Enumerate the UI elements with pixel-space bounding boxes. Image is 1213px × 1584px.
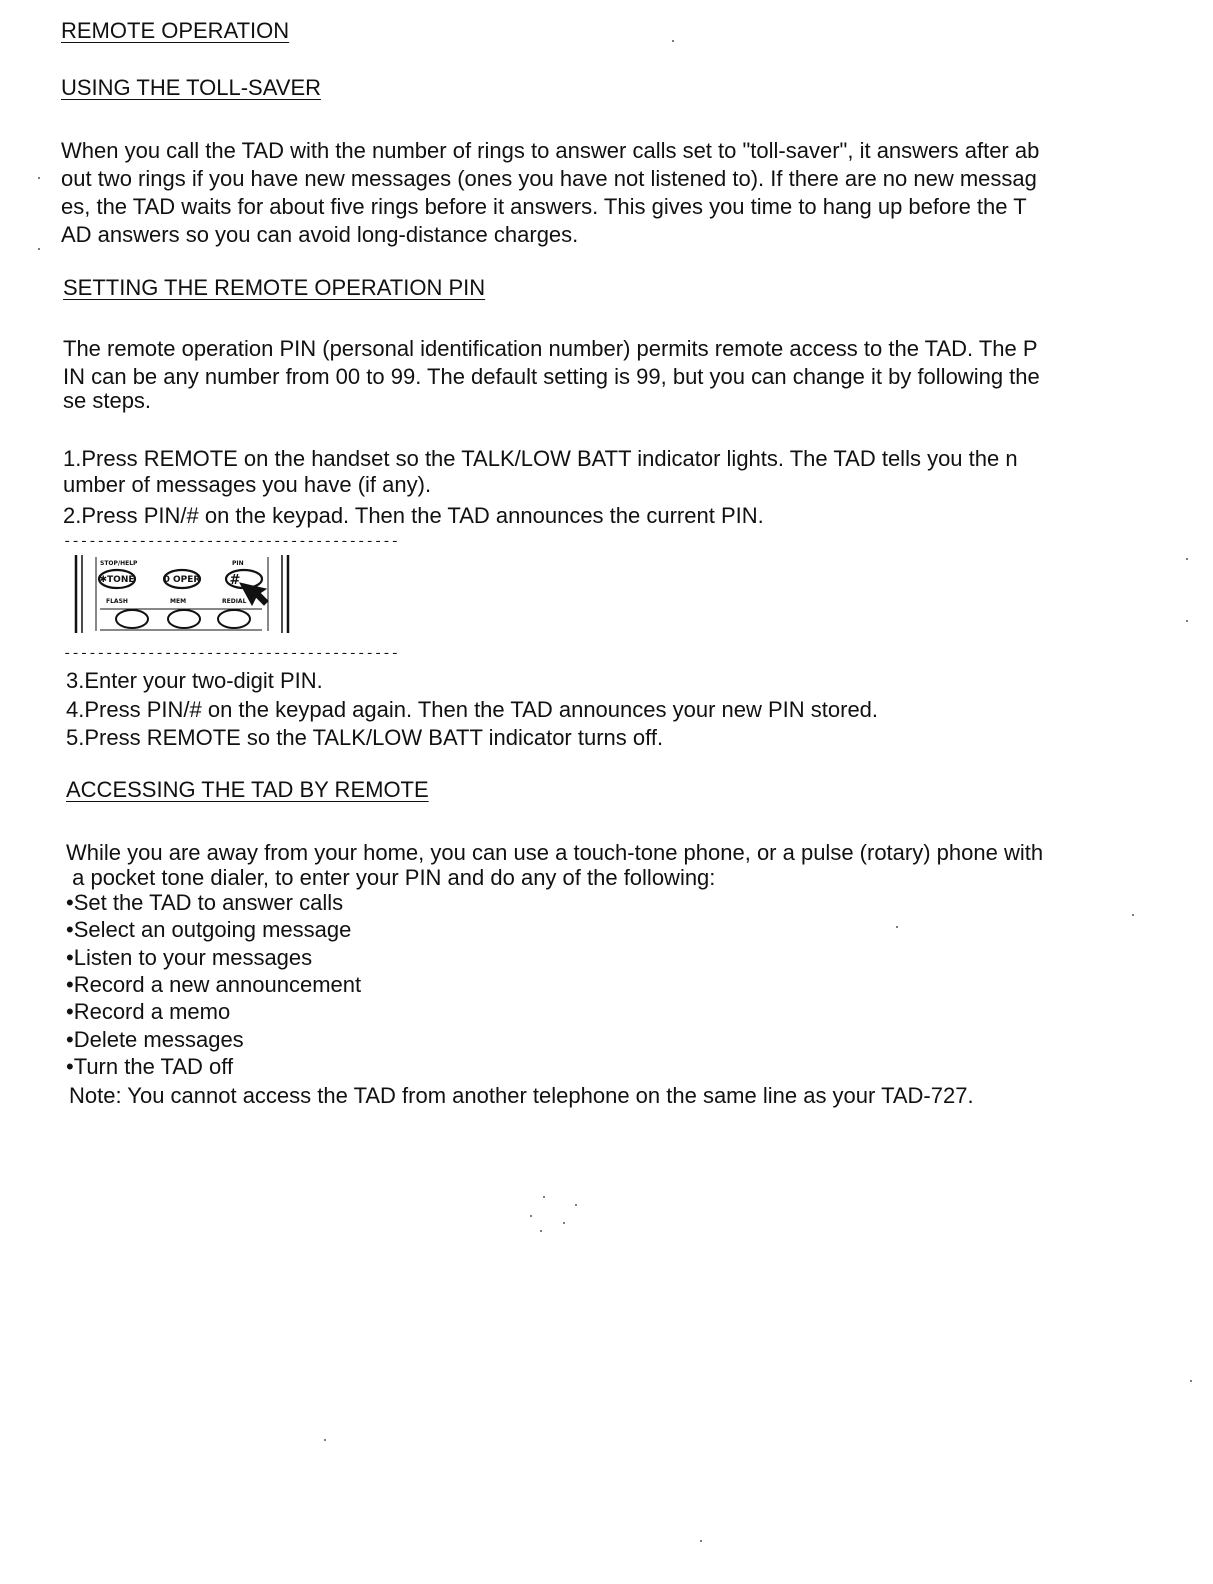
scan-speck [543,1196,545,1198]
pin-step-3: 3.Enter your two-digit PIN. [66,668,323,693]
pin-intro-line: se steps. [63,388,152,413]
pin-step-1: 1.Press REMOTE on the handset so the TALK/LOW BATT indicator lights. The TAD tells you the n [63,446,1018,471]
pin-step-1-cont: umber of messages you have (if any). [63,472,432,497]
scan-speck [672,40,674,42]
bullet-item: •Select an outgoing message [66,917,352,942]
toll-saver-line: When you call the TAD with the number of rings to answer calls set to "toll-saver", it answers after ab [61,138,1040,163]
scan-speck [1186,620,1188,622]
pin-intro-line: The remote operation PIN (personal identification number) permits remote access to the TAD. The P [63,336,1038,361]
bullet-item: •Delete messages [66,1027,244,1052]
scan-speck [1186,558,1188,560]
accessing-intro-line: a pocket tone dialer, to enter your PIN and do any of the following: [66,865,716,890]
keypad-oper-button: 0 OPER [163,575,201,585]
bullet-item: •Turn the TAD off [66,1054,234,1079]
scan-speck [700,1540,702,1542]
scan-speck [38,248,40,250]
keypad-tone-button: ✱TONE [99,575,135,585]
heading-toll-saver: USING THE TOLL-SAVER [61,75,322,100]
keypad-label-pin: PIN [232,560,244,567]
bullet-item: •Set the TAD to answer calls [66,890,344,915]
pin-step-5: 5.Press REMOTE so the TALK/LOW BATT indicator turns off. [66,725,664,750]
scan-speck [1132,914,1134,916]
keypad-label-stop: STOP/HELP [100,560,138,567]
scan-speck [530,1215,532,1217]
accessing-intro-line: While you are away from your home, you can use a touch-tone phone, or a pulse (rotary) phone with [66,840,1044,865]
toll-saver-line: out two rings if you have new messages (ones you have not listened to). If there are no new messag [61,166,1037,191]
scan-speck [38,177,40,179]
scan-speck [540,1230,542,1232]
heading-remote-operation: REMOTE OPERATION [61,18,290,43]
pin-step-4: 4.Press PIN/# on the keypad again. Then the TAD announces your new PIN stored. [66,697,879,722]
note-line: Note: You cannot access the TAD from another telephone on the same line as your TAD-727. [69,1083,974,1108]
keypad-pin-button: # [229,573,241,588]
scan-speck [896,926,898,928]
toll-saver-line: AD answers so you can avoid long-distance charges. [61,222,579,247]
divider-bottom: ---------------------------------------- [63,646,400,662]
bullet-item: •Record a memo [66,999,231,1024]
keypad-drawing [72,553,292,637]
bullet-item: •Listen to your messages [66,945,313,970]
pin-step-2: 2.Press PIN/# on the keypad. Then the TAD announces the current PIN. [63,503,764,528]
toll-saver-line: es, the TAD waits for about five rings before it answers. This gives you time to hang up before the T [61,194,1027,219]
keypad-illustration [72,553,292,637]
bullet-item: •Record a new announcement [66,972,362,997]
scan-speck [575,1204,577,1206]
scan-speck [563,1222,565,1224]
keypad-label-redial: REDIAL [222,598,247,605]
scan-speck [1190,1380,1192,1382]
keypad-label-mem: MEM [170,598,187,605]
heading-setting-pin: SETTING THE REMOTE OPERATION PIN [63,275,486,300]
divider-top: ---------------------------------------- [63,534,400,550]
scan-speck [324,1439,326,1441]
heading-accessing: ACCESSING THE TAD BY REMOTE [66,777,429,802]
keypad-label-flash: FLASH [106,598,128,605]
pin-intro-line: IN can be any number from 00 to 99. The default setting is 99, but you can change it by following the [63,364,1040,389]
